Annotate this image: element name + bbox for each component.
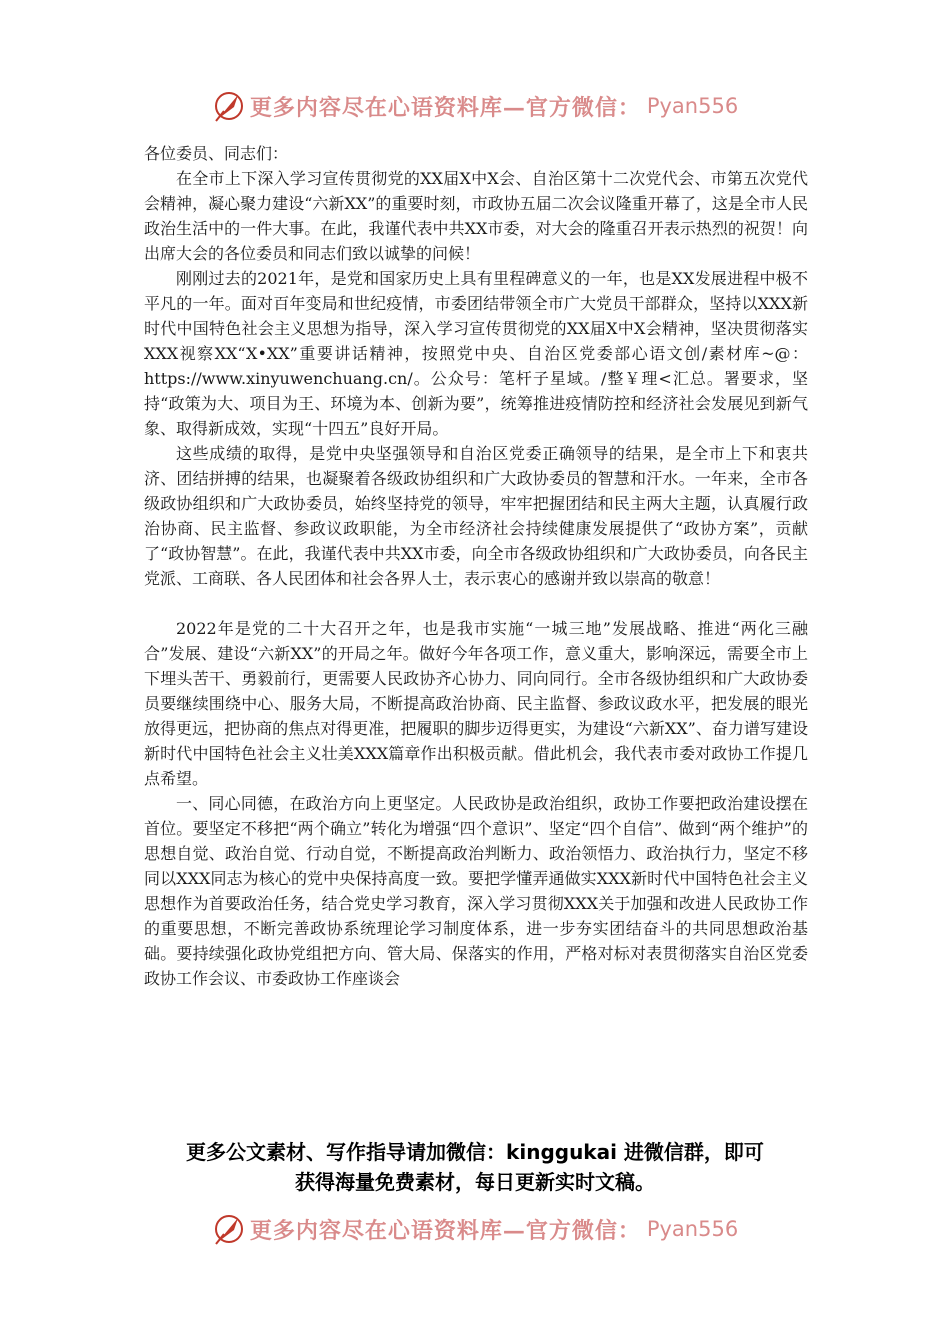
promo-line-1: 更多公文素材、写作指导请加微信：kinggukai 进微信群，即可 [186,1140,764,1164]
quill-logo-icon [212,89,246,123]
banner-wechat-id: Pyan556 [646,94,739,118]
banner-wechat-id: Pyan556 [646,1217,739,1241]
paragraph-review: 刚刚过去的2021年，是党和国家历史上具有里程碑意义的一年，也是XX发展进程中极不平凡的一年。面对百年变局和世纪疫情，市委团结带领全市广大党员干部群众，坚持以XXX新时代中国特色社会主义思想为指导，深入学习宣传贯彻党的XX届X中X会精神，坚决贯彻落实XXX视察XX“X•XX”重要讲话精神，按照党中央、自治区党委部心语文创/素材库~@：https://www.xinyuwenchuang.cn/。公众号：笔杆子星域。/整￥理<汇总。署要求，坚持“政策为大、项目为王、环境为本、创新为要”，统筹推进疫情防控和经济社会发展见到新气象、取得新成效，实现“十四五”良好开局。 [144,269,808,438]
paragraph-opening: 在全市上下深入学习宣传贯彻党的XX届X中X会、自治区第十二次党代会、市第五次党代会精神，凝心聚力建设“六新XX”的重要时刻，市政协五届二次会议隆重开幕了，这是全市人民政治生活中的一件大事。在此，我谨代表中共XX市委，对大会的隆重召开表示热烈的祝贺！向出席大会的各位委员和同志们致以诚挚的问候！ [144,169,808,263]
quill-logo-icon [212,1212,246,1246]
document-body [144,141,808,991]
paragraph-achievements: 这些成绩的取得，是党中央坚强领导和自治区党委正确领导的结果，是全市上下和衷共济、团结拼搏的结果，也凝聚着各级政协组织和广大政协委员的智慧和汗水。一年来，全市各级政协组织和广大政协委员，始终坚持党的领导，牢牢把握团结和民主两大主题，认真履行政治协商、民主监督、参政议政职能，为全市经济社会持续健康发展提供了“政协方案”，贡献了“政协智慧”。在此，我谨代表中共XX市委，向全市各级政协组织和广大政协委员，向各民主党派、工商联、各人民团体和社会各界人士，表示衷心的感谢并致以崇高的敬意！ [144,444,808,588]
paragraph-2022: 2022年是党的二十大召开之年，也是我市实施“一城三地”发展战略、推进“两化三融合”发展、建设“六新XX”的开局之年。做好今年各项工作，意义重大，影响深远，需要全市上下埋头苦干、勇毅前行，更需要人民政协齐心协力、同向同行。全市各级协组织和广大政协委员要继续围绕中心、服务大局，不断提高政治协商、民主监督、参政议政水平，把发展的眼光放得更远，把协商的焦点对得更准，把履职的脚步迈得更实，为建设“六新XX”、奋力谱写建设新时代中国特色社会主义壮美XXX篇章作出积极贡献。借此机会，我代表市委对政协工作提几点希望。 [144,619,808,788]
paragraph-point-one: 一、同心同德，在政治方向上更坚定。人民政协是政治组织，政协工作要把政治建设摆在首位。要坚定不移把“两个确立”转化为增强“四个意识”、坚定“四个自信”、做到“两个维护”的思想自觉、政治自觉、行动自觉，不断提高政治判断力、政治领悟力、政治执行力，坚定不移同以XXX同志为核心的党中央保持高度一致。要把学懂弄通做实XXX新时代中国特色社会主义思想作为首要政治任务，结合党史学习教育，深入学习贯彻XXX关于加强和改进人民政协工作的重要思想，不断完善政协系统理论学习制度体系，进一步夯实团结奋斗的共同思想政治基础。要持续强化政协党组把方向、管大局、保落实的作用，严格对标对表贯彻落实自治区党委政协工作会议、市委政协工作座谈会 [144,794,808,988]
header-banner [0,84,950,128]
promo-line-2: 获得海量免费素材，每日更新实时文稿。 [295,1170,655,1194]
greeting: 各位委员、同志们： [144,144,289,163]
promo-notice [110,1137,840,1197]
footer-banner [0,1207,950,1251]
banner-text: 更多内容尽在心语资料库—官方微信： [249,1217,641,1244]
banner-text: 更多内容尽在心语资料库—官方微信： [249,94,641,121]
